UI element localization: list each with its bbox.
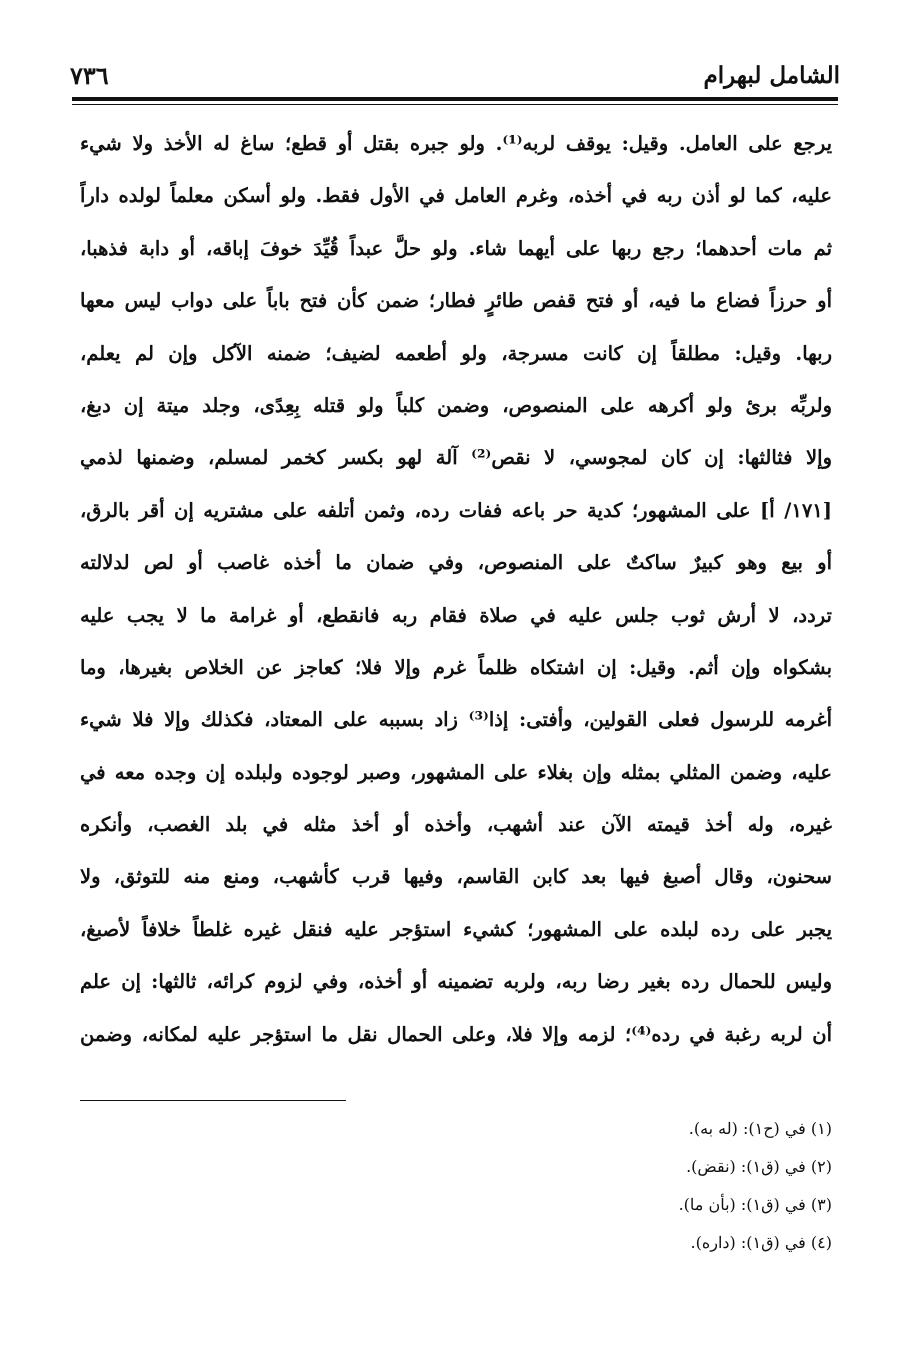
text-line: يرجع على العامل. وقيل: يوقف لربه⁽¹⁾. ولو جبره بقتل أو قطع؛ ساغ له الأخذ ولا شيء xyxy=(80,132,832,155)
footnote-separator xyxy=(80,1100,346,1101)
text-line: أو حرزاً فضاع ما فيه، أو فتح قفص طائرٍ فطار؛ ضمن كأن فتح باباً على دواب ليس معها xyxy=(80,289,832,313)
text-line: ربها. وقيل: مطلقاً إن كانت مسرجة، ولو أطعمه لضيف؛ ضمنه الآكل وإن لم يعلم، xyxy=(80,341,832,365)
text-line: أو بيع وهو كبيرٌ ساكتٌ على المنصوص، وفي ضمان ما أخذه غاصب أو لص لدلالته xyxy=(80,551,832,575)
text-line: غيره، وله أخذ قيمته الآن عند أشهب، وأخذه أو أخذ مثله في بلد الغصب، وأنكره xyxy=(80,813,832,837)
text-line: وإلا فثالثها: إن كان لمجوسي، لا نقص⁽²⁾ آلة لهو بكسر كخمر لمسلم، وضمنها لذمي xyxy=(80,446,832,470)
footnote: (١) في (ح١): (له به). xyxy=(688,1119,832,1138)
header-rule-thick xyxy=(72,97,838,101)
text-line: أغرمه للرسول فعلى القولين، وأفتى: إذا⁽³⁾ زاد بسببه على المعتاد، فكذلك وإلا فلا شيء xyxy=(80,708,832,732)
page-header xyxy=(70,58,840,94)
page-number: ٧٣٦ xyxy=(70,61,109,90)
text-line: ثم مات أحدهما؛ رجع ربها على أيهما شاء. ولو حلَّ عبداً قُيِّدَ خوفَ إباقه، أو دابة فذهبا، xyxy=(80,236,832,260)
text-line: أن لربه رغبة في رده⁽⁴⁾؛ لزمه وإلا فلا، وعلى الحمال نقل ما استؤجر عليه لمكانه، وضمن xyxy=(80,1022,832,1046)
text-line: عليه، وضمن المثلي بمثله وإن بغلاء على المشهور، وصبر لوجوده ولبلده إن وجده معه في xyxy=(80,760,832,784)
text-line: وليس للحمال رده بغير رضا ربه، ولربه تضمينه أو أخذه، وفي لزوم كرائه، ثالثها: إن علم xyxy=(80,970,832,994)
footnote: (٤) في (ق١): (داره). xyxy=(690,1233,832,1252)
footnote: (٣) في (ق١): (بأن ما). xyxy=(678,1195,832,1214)
text-line: سحنون، وقال أصبغ فيها بعد كابن القاسم، وفيها قرب كأشهب، ومنع منه للتوثق، ولا xyxy=(80,865,832,889)
text-line: ولربِّه برئ ولو أكرهه على المنصوص، وضمن كلباً ولو قتله بِعِدًى، وجلد ميتة إن دبغ، xyxy=(80,393,832,417)
text-line: بشكواه وإن أثم. وقيل: إن اشتكاه ظلماً غرم وإلا فلا؛ كعاجز عن الخلاص بغيرها، وما xyxy=(80,655,832,679)
footnote: (٢) في (ق١): (نقض). xyxy=(686,1157,832,1176)
text-line: [١٧١/ أ] على المشهور؛ كدية حر باعه ففات رده، وثمن أتلفه على مشتريه إن أقر بالرق، xyxy=(80,498,832,522)
text-line: يجبر على رده لبلده على المشهور؛ كشيء استؤجر عليه فنقل غيره غلطاً خلافاً لأصبغ، xyxy=(80,917,832,941)
header-rule-thin xyxy=(72,104,838,105)
main-text xyxy=(80,118,832,1061)
footnotes xyxy=(80,1110,832,1262)
text-line: تردد، لا أرش ثوب جلس عليه في صلاة فقام ربه فانقطع، أو غرامة ما لا يجب عليه xyxy=(80,603,832,627)
running-title: الشامل لبهرام xyxy=(703,62,840,89)
text-line: عليه، كما لو أذن ربه في أخذه، وغرم العامل في الأول فقط. ولو أسكن معلماً لولده داراً xyxy=(80,184,832,208)
